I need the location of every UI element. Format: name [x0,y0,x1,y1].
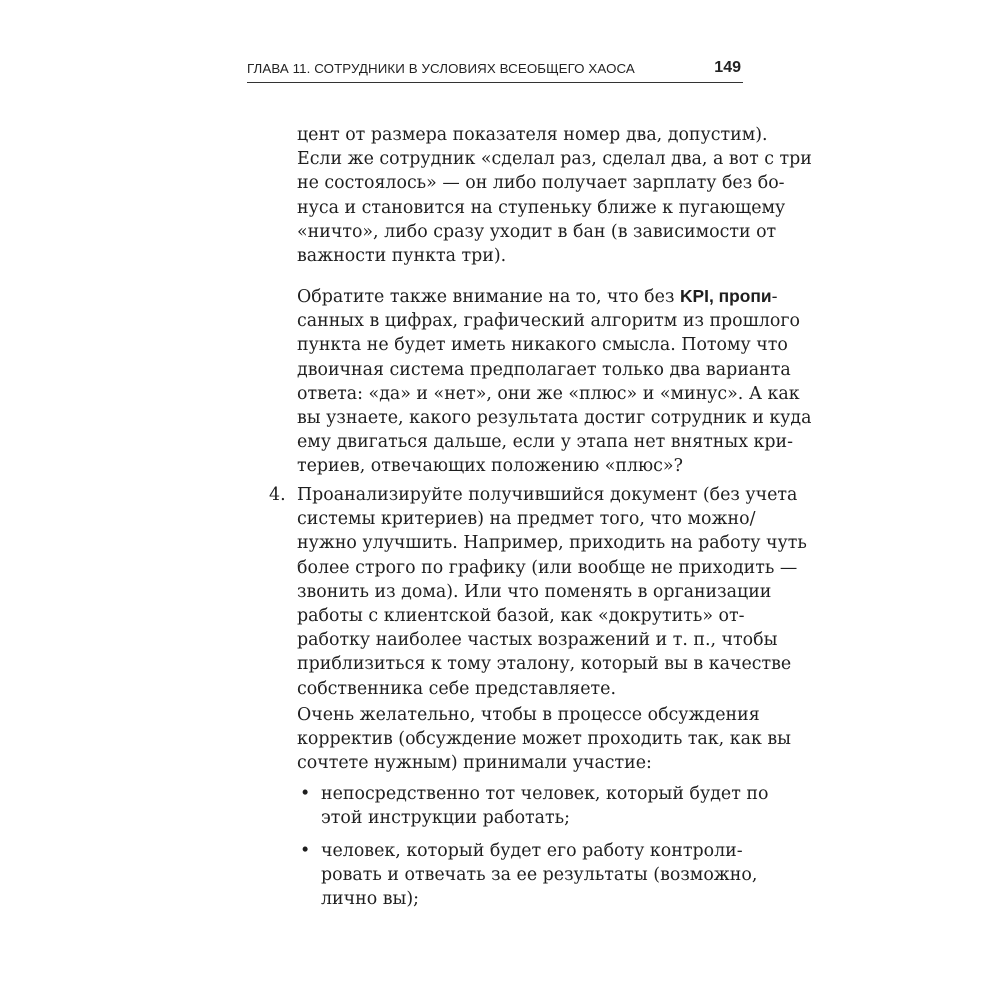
text-line: важности пункта три). [297,246,507,267]
text-line: звонить из дома). Или что поменять в организации [297,581,772,602]
text-line: ему двигаться дальше, если у этапа нет внятных кри- [297,432,793,453]
text-line: работку наиболее частых возражений и т. п., чтобы [297,630,778,651]
kpi-term: KPI, пропи [679,286,772,306]
text-line: Очень желательно, чтобы в процессе обсуждения [297,705,760,725]
text-line: лично вы); [321,889,420,910]
text-line: вы узнаете, какого результата достиг сотрудник и куда [297,408,812,429]
text-line: Проанализируйте получившийся документ (без учета [297,485,798,505]
text-line: «ничто», либо сразу уходит в бан (в зависимости от [297,221,777,242]
paragraph-kpi [297,284,812,479]
text-line: нуса и становится на ступеньку ближе к пугающему [297,197,786,218]
bullet-item [321,782,769,830]
text-line: двоичная система предполагает только два варианта [297,359,791,380]
text-line: цент от размера показателя номер два, допустим). [297,125,768,145]
text-line: работы с клиентской базой, как «докрутить» от- [297,606,745,627]
text-line: системы критериев) на предмет того, что можно/ [297,509,756,530]
text-line: непосредственно тот человек, который будет по [321,784,769,804]
paragraph-continuation [297,123,812,268]
text-line: собственника себе представляете. [297,678,616,699]
text-line: ответа: «да» и «нет», они же «плюс» и «минус». А как [297,383,800,404]
text-segment: Обратите также внимание на то, что без [297,287,680,307]
text-line: нужно улучшить. Например, приходить на работу чуть [297,533,807,554]
list-item-4 [297,483,807,701]
text-line: ровать и отвечать за ее результаты (возможно, [321,865,758,886]
text-line [297,284,778,309]
bullet-icon: • [300,784,311,804]
bullet-icon: • [300,841,311,861]
chapter-title: ГЛАВА 11. СОТРУДНИКИ В УСЛОВИЯХ ВСЕОБЩЕГО ХАОСА [247,61,635,76]
text-line: человек, который будет его работу контроли- [321,841,743,861]
text-line: териев, отвечающих положению «плюс»? [297,456,683,477]
text-line: более строго по графику (или вообще не приходить — [297,557,798,578]
page-number: 149 [714,59,741,76]
text-segment: - [771,287,778,307]
text-line: корректив (обсуждение может проходить так, как вы [297,729,791,750]
text-line: Если же сотрудник «сделал раз, сделал два, а вот с три [297,149,812,170]
running-header [247,58,743,83]
bullet-item [321,839,758,912]
text-line: санных в цифрах, графический алгоритм из прошлого [297,311,800,332]
text-line: не состоялось» — он либо получает зарплату без бо- [297,173,785,194]
text-line: приблизиться к тому эталону, который вы в качестве [297,654,792,675]
text-line: сочтете нужным) принимали участие: [297,753,652,774]
text-line: пункта не будет иметь никакого смысла. Потому что [297,335,788,356]
paragraph-participants [297,703,791,776]
text-line: этой инструкции работать; [321,808,570,829]
list-number: 4. [269,485,286,505]
